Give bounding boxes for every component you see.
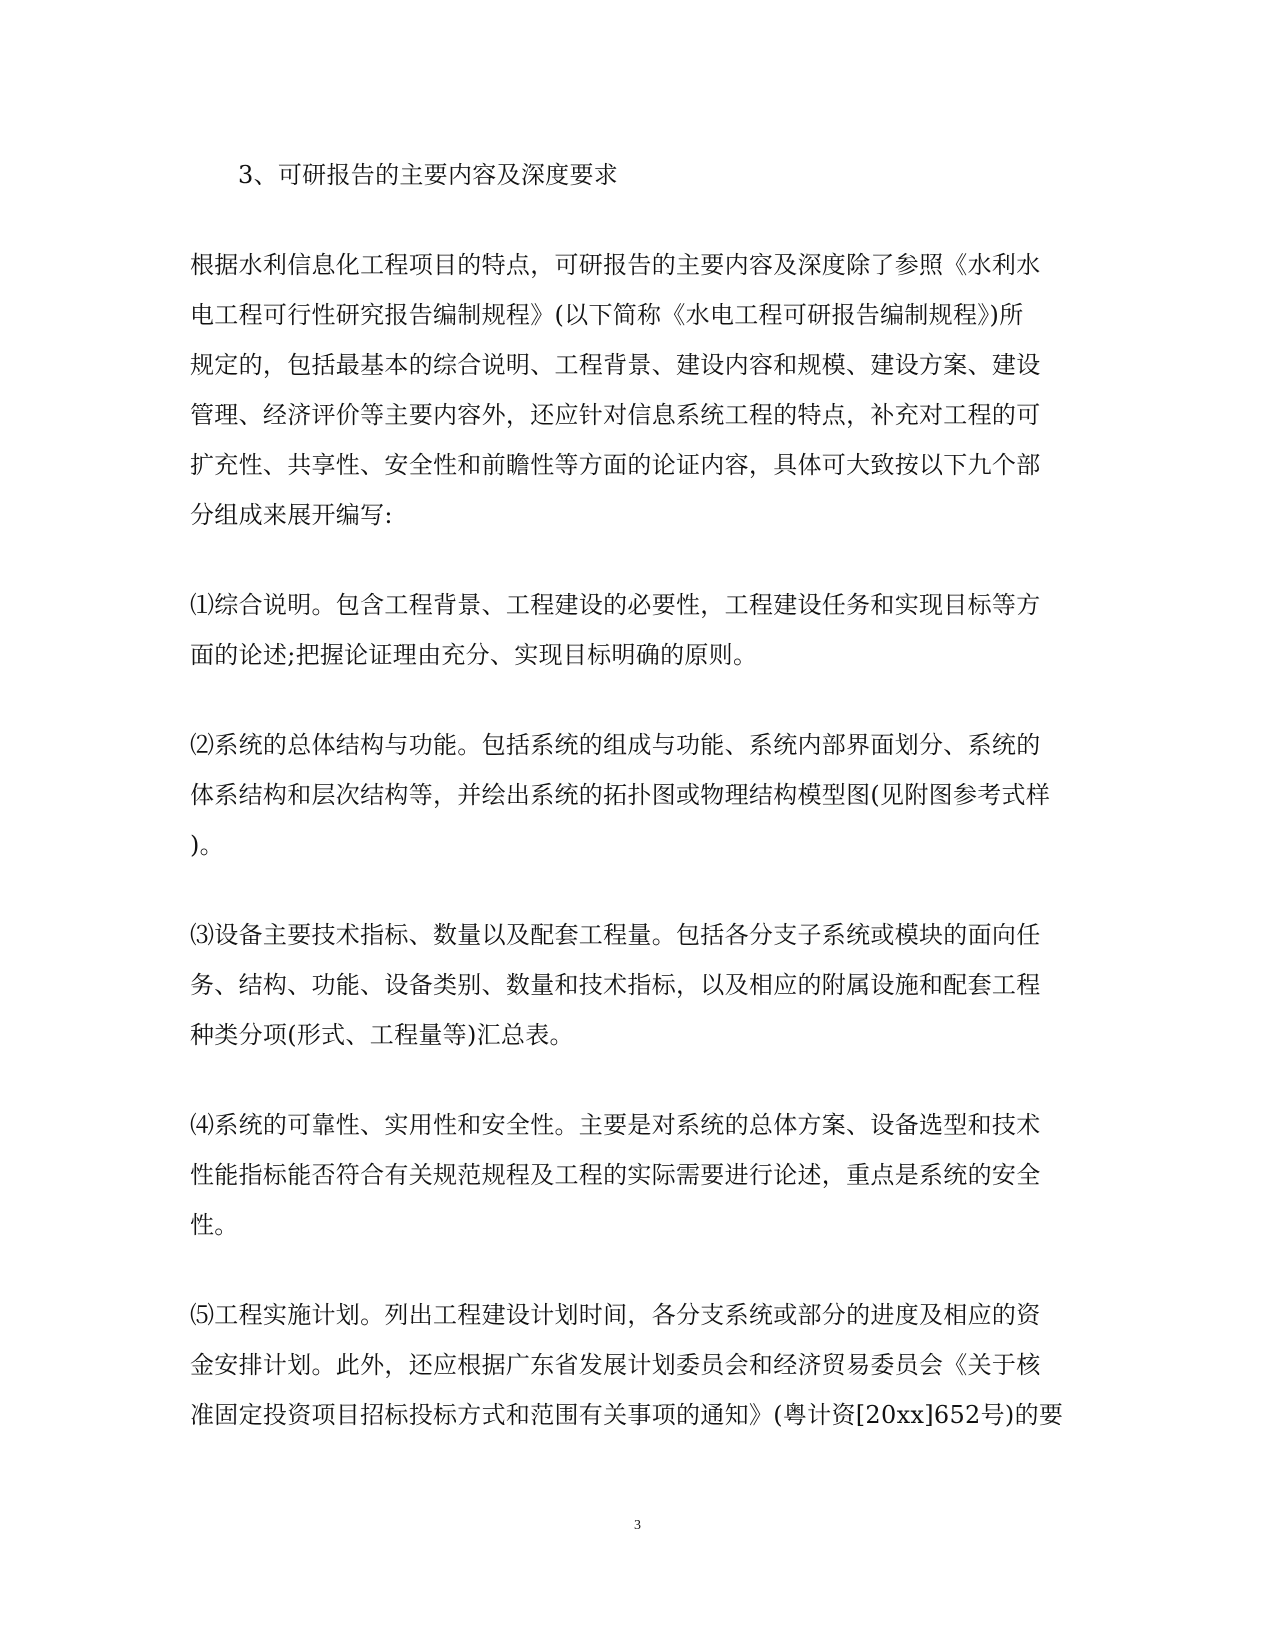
text-line: 根据水利信息化工程项目的特点，可研报告的主要内容及深度除了参照《水利水 xyxy=(190,251,1041,279)
text-line: 面的论述;把握论证理由充分、实现目标明确的原则。 xyxy=(190,641,758,669)
page-number: 3 xyxy=(634,1518,641,1533)
text-line: ⑶设备主要技术指标、数量以及配套工程量。包括各分支子系统或模块的面向任 xyxy=(190,921,1041,949)
document-body xyxy=(190,150,1070,1440)
text-line: 管理、经济评价等主要内容外，还应针对信息系统工程的特点，补充对工程的可 xyxy=(190,401,1041,429)
text-line: ⑷系统的可靠性、实用性和安全性。主要是对系统的总体方案、设备选型和技术 xyxy=(190,1111,1041,1139)
text-line: 扩充性、共享性、安全性和前瞻性等方面的论证内容，具体可大致按以下九个部 xyxy=(190,451,1041,479)
text-line: 电工程可行性研究报告编制规程》(以下简称《水电工程可研报告编制规程》)所 xyxy=(190,301,1024,329)
text-line: 准固定投资项目招标投标方式和范围有关事项的通知》(粤计资[20xx]652号)的要 xyxy=(190,1401,1064,1429)
paragraph xyxy=(190,1100,1070,1250)
paragraph xyxy=(190,240,1070,540)
text-line: 分组成来展开编写: xyxy=(190,501,393,529)
text-line: 性。 xyxy=(190,1211,239,1239)
paragraph xyxy=(190,580,1070,680)
text-line: ⑴综合说明。包含工程背景、工程建设的必要性，工程建设任务和实现目标等方 xyxy=(190,591,1041,619)
section-heading: 3、可研报告的主要内容及深度要求 xyxy=(238,161,619,189)
text-line: )。 xyxy=(190,831,224,859)
text-line: 体系结构和层次结构等，并绘出系统的拓扑图或物理结构模型图(见附图参考式样 xyxy=(190,781,1051,809)
paragraph-list xyxy=(190,240,1070,1440)
text-line: 务、结构、功能、设备类别、数量和技术指标，以及相应的附属设施和配套工程 xyxy=(190,971,1041,999)
text-line: 种类分项(形式、工程量等)汇总表。 xyxy=(190,1021,574,1049)
text-line: 规定的，包括最基本的综合说明、工程背景、建设内容和规模、建设方案、建设 xyxy=(190,351,1041,379)
paragraph xyxy=(190,720,1070,870)
text-line: ⑵系统的总体结构与功能。包括系统的组成与功能、系统内部界面划分、系统的 xyxy=(190,731,1041,759)
paragraph xyxy=(190,910,1070,1060)
text-line: 性能指标能否符合有关规范规程及工程的实际需要进行论述，重点是系统的安全 xyxy=(190,1161,1041,1189)
text-line: 金安排计划。此外，还应根据广东省发展计划委员会和经济贸易委员会《关于核 xyxy=(190,1351,1041,1379)
paragraph xyxy=(190,1290,1070,1440)
text-line: ⑸工程实施计划。列出工程建设计划时间，各分支系统或部分的进度及相应的资 xyxy=(190,1301,1041,1329)
